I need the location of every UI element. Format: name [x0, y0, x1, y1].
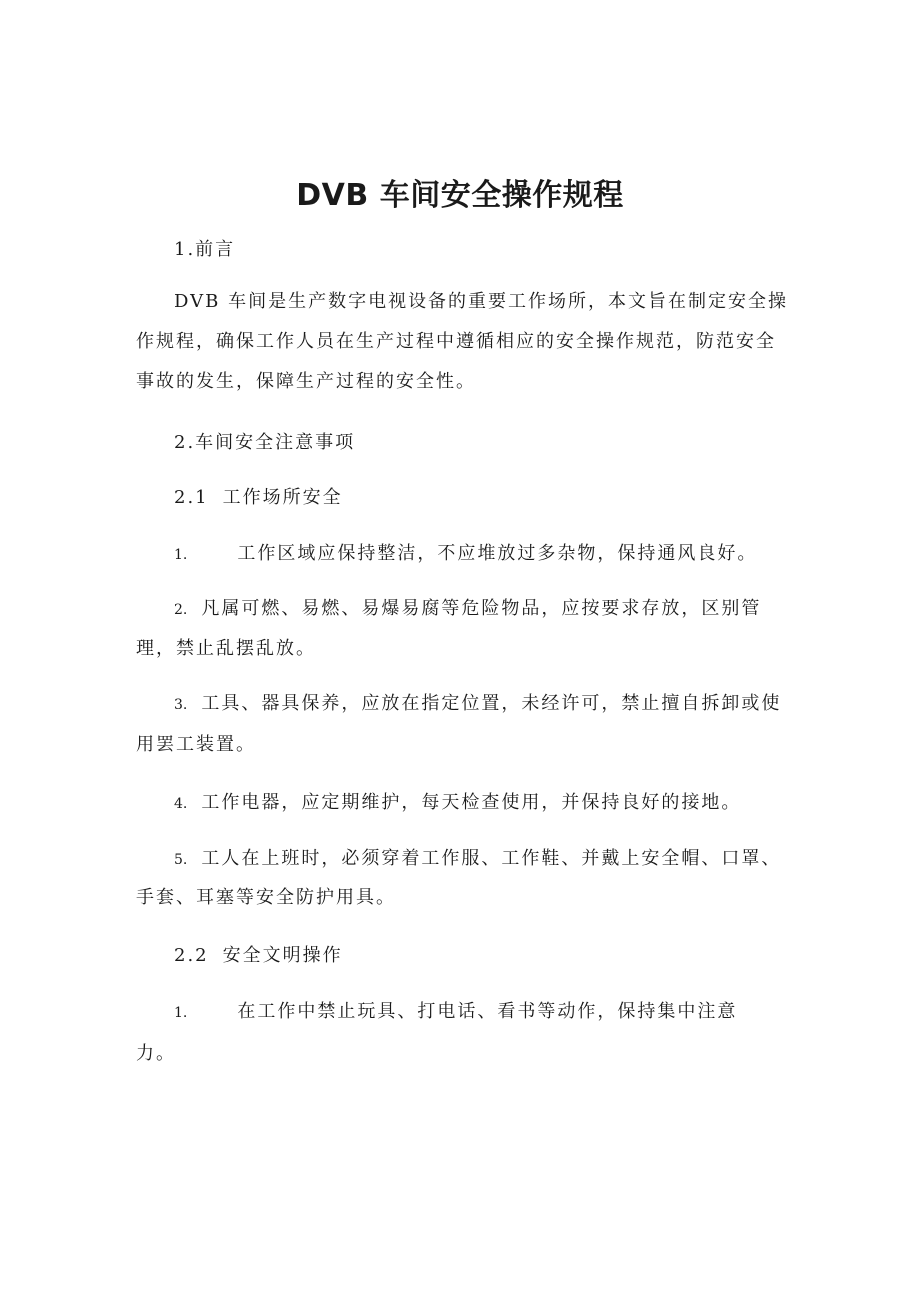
section-heading-text: 2.车间安全注意事项: [174, 432, 356, 453]
list-item-number: 5.: [174, 852, 188, 868]
list-item: [174, 845, 781, 874]
list-item-text: 在工作中禁止玩具、打电话、看书等动作，保持集中注意: [237, 1001, 738, 1022]
list-item: [174, 789, 741, 818]
section-heading-safety-notes: [174, 429, 355, 457]
list-item-text: 工人在上班时，必须穿着工作服、工作鞋、并戴上安全帽、口罩、: [201, 848, 782, 869]
list-item: [174, 690, 781, 719]
list-item-text: 工具、器具保养，应放在指定位置，未经许可，禁止擅自拆卸或使: [201, 693, 782, 714]
subsection-number: 2.1: [174, 487, 209, 508]
list-item-continuation: 理，禁止乱摆乱放。: [136, 638, 316, 659]
list-item-number: 1.: [174, 547, 188, 563]
list-item: [174, 595, 761, 624]
subsection-number: 2.2: [174, 945, 209, 966]
list-item-number: 3.: [174, 697, 188, 713]
list-item: [174, 540, 757, 569]
section-heading-text: 1.前言: [174, 239, 236, 260]
subsection-title: 安全文明操作: [222, 945, 343, 966]
list-item-continuation: 力。: [136, 1043, 176, 1064]
list-item-text: 工作区域应保持整洁，不应堆放过多杂物，保持通风良好。: [237, 543, 758, 564]
list-item-number: 1.: [174, 1005, 188, 1021]
subsection-heading-workplace-safety: [174, 484, 343, 512]
subsection-title: 工作场所安全: [222, 487, 343, 508]
list-item-continuation: 手套、耳塞等安全防护用具。: [136, 887, 396, 908]
list-item-number: 4.: [174, 796, 188, 812]
list-item-text: 工作电器，应定期维护，每天检查使用，并保持良好的接地。: [201, 792, 742, 813]
paragraph-line: 作规程，确保工作人员在生产过程中遵循相应的安全操作规范，防范安全: [136, 331, 776, 352]
subsection-heading-civilized-operation: [174, 942, 343, 970]
list-item-text: 凡属可燃、易燃、易爆易腐等危险物品，应按要求存放，区别管: [201, 598, 762, 619]
section-heading-preface: [174, 236, 235, 264]
list-item-number: 2.: [174, 602, 188, 618]
document-title: DVB 车间安全操作规程: [296, 178, 624, 213]
paragraph-line: 事故的发生，保障生产过程的安全性。: [136, 371, 476, 392]
list-item: [174, 998, 737, 1027]
list-item-continuation: 用罢工装置。: [136, 734, 256, 755]
paragraph-line: DVB 车间是生产数字电视设备的重要工作场所，本文旨在制定安全操: [174, 291, 789, 312]
